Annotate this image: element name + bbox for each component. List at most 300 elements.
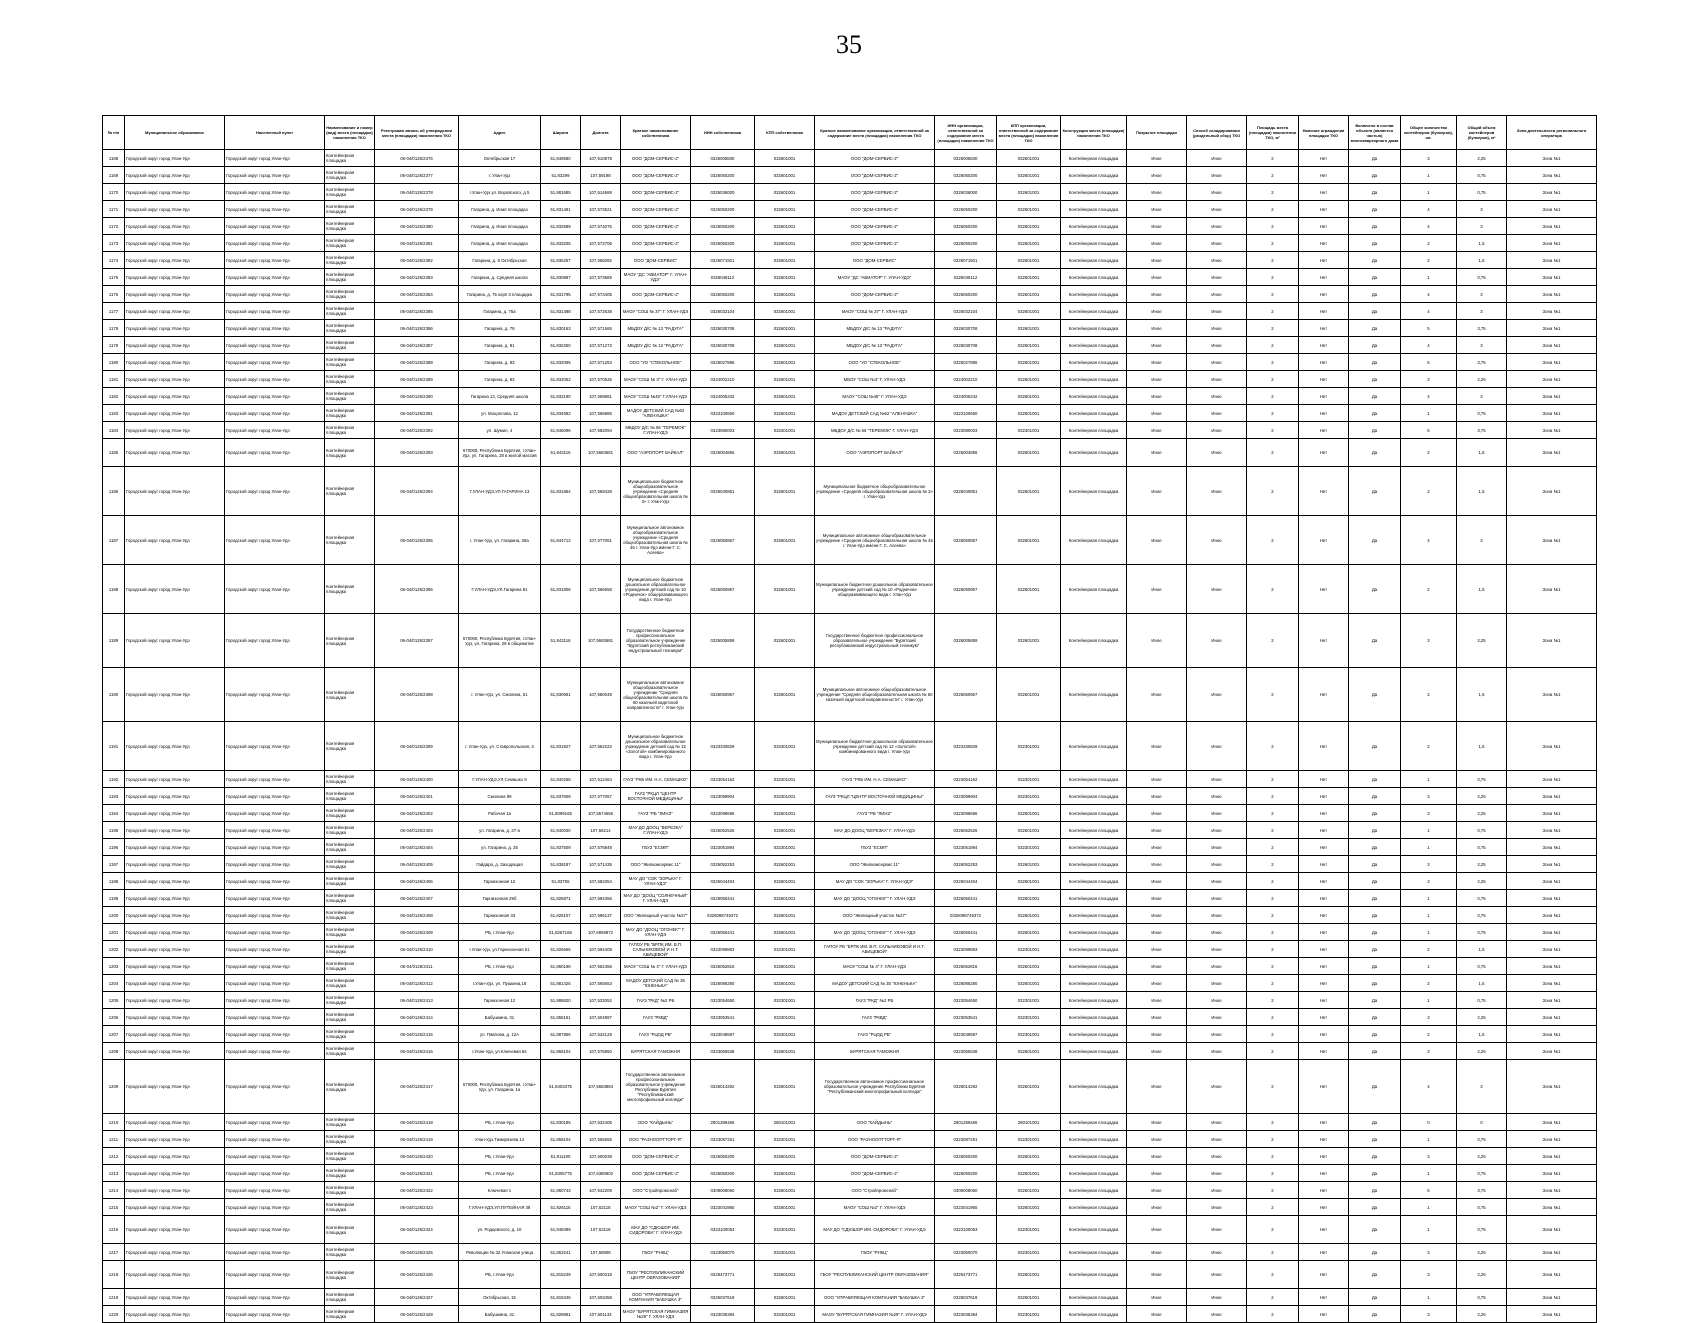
table-cell: 032601001	[755, 286, 815, 303]
table-cell: Иное	[1127, 422, 1187, 439]
table-cell: РБ, г.Улан-Удэ	[459, 1114, 541, 1131]
table-cell: 107,603458	[581, 1289, 621, 1306]
table-cell: 032601001	[755, 467, 815, 516]
table-cell: 107,694409	[581, 941, 621, 958]
table-cell: Контейнерная площадка	[1061, 388, 1127, 405]
table-cell: Муниципальное автономное общеобразовательное учреждение "Средняя общеобразовательная школа № 60 казачьей кадетской направленности" г. Улан-Удэ	[815, 668, 935, 722]
table-cell: Контейнерная площадка	[325, 890, 375, 907]
table-cell: 06-04/0126/2396	[375, 565, 459, 614]
table-cell: 1,5	[1457, 1026, 1507, 1043]
table-cell: ООО "АЭРОПОРТ БАЙКАЛ"	[815, 439, 935, 467]
table-cell: Гагарина, д. Иная площадка	[459, 218, 541, 235]
table-cell: Зона №1	[1507, 1148, 1597, 1165]
table-cell: 032601001	[755, 269, 815, 286]
table-cell: 107,632406	[581, 1114, 621, 1131]
table-cell: Гагарина, д. 83	[459, 371, 541, 388]
table-cell: Городской округ город Улан-Удэ	[125, 907, 225, 924]
table-cell: 1193	[103, 788, 125, 805]
table-cell: 032601001	[755, 439, 815, 467]
table-cell: 2	[1401, 975, 1457, 992]
table-cell: 51,815249	[541, 1261, 581, 1289]
table-cell: Городской округ город Улан-Удэ	[125, 167, 225, 184]
table-cell: 51,844712	[541, 516, 581, 565]
table-cell: Нет	[1299, 1199, 1349, 1216]
table-cell: ООО "Жилищный участок №27"	[815, 907, 935, 924]
table-cell: Гагарина, д. 8 Октябрьская	[459, 252, 541, 269]
table-cell: 4	[1401, 1060, 1457, 1114]
table-cell: 2,25	[1457, 1009, 1507, 1026]
table-cell: Городской округ город Улан-Удэ	[225, 320, 325, 337]
table-cell: 107,612464	[581, 771, 621, 788]
table-cell: ГБОУ "РНКЦ"	[815, 1244, 935, 1261]
table-cell: Зона №1	[1507, 1009, 1597, 1026]
table-cell: МАОУ "ДС "АВИАТОР" Г. УЛАН-УДЭ"	[815, 269, 935, 286]
table-cell: 032601001	[755, 150, 815, 167]
table-cell: 1194	[103, 805, 125, 822]
table-cell: 2	[1247, 286, 1299, 303]
table-cell: МАОУ "БУРЯТСКАЯ ГИМНАЗИЯ №29" Г. УЛАН-УДЭ	[815, 1306, 935, 1323]
table-cell: 032601001	[997, 218, 1061, 235]
table-cell: Городской округ город Улан-Удэ	[125, 1026, 225, 1043]
table-cell: Контейнерная площадка	[1061, 1148, 1127, 1165]
table-cell: Да	[1349, 839, 1401, 856]
table-cell: Нет	[1299, 303, 1349, 320]
table-cell: 1211	[103, 1131, 125, 1148]
table-cell: Контейнерная площадка	[325, 1306, 375, 1323]
table-cell: Зона №1	[1507, 1182, 1597, 1199]
table-row	[103, 975, 1597, 992]
table-row	[103, 269, 1597, 286]
table-cell: Иное	[1187, 371, 1247, 388]
table-cell: Городской округ город Улан-Удэ	[225, 1060, 325, 1114]
table-cell: Нет	[1299, 1261, 1349, 1289]
table-cell: Иное	[1127, 1261, 1187, 1289]
table-cell: 1	[1401, 958, 1457, 975]
table-cell: МАУ ДО "ДООЦ "СОЛНЕЧНЫЙ" Г. УЛАН-УДЭ	[621, 890, 691, 907]
table-cell: Иное	[1187, 235, 1247, 252]
table-cell: 107,566658	[581, 565, 621, 614]
table-cell: Зона №1	[1507, 516, 1597, 565]
table-cell: 06-04/0126/2420	[375, 1148, 459, 1165]
table-cell: Городской округ город Улан-Удэ	[225, 1148, 325, 1165]
table-cell: Иное	[1127, 303, 1187, 320]
table-cell: Да	[1349, 167, 1401, 184]
table-cell: 51,853241	[541, 1244, 581, 1261]
table-cell: 2	[1247, 1182, 1299, 1199]
table-cell: Иное	[1127, 388, 1187, 405]
table-cell: Городской округ город Улан-Удэ	[125, 975, 225, 992]
table-cell: 107,683354	[581, 873, 621, 890]
table-cell: 1175	[103, 269, 125, 286]
table-cell: 107,565655	[581, 1131, 621, 1148]
table-cell: 0326052253	[935, 856, 997, 873]
table-cell: 2	[1247, 1060, 1299, 1114]
table-cell: 51,826665	[541, 941, 581, 958]
table-cell: 670000, Республика Бурятия, г.Улан-Удэ, ул. Гагарина, 28 в общежитие	[459, 614, 541, 668]
table-cell: 2,25	[1457, 1306, 1507, 1323]
table-cell: Гагарина, д. 75 корп 3 площадка	[459, 286, 541, 303]
table-cell: 032601001	[997, 565, 1061, 614]
table-cell: Да	[1349, 269, 1401, 286]
table-cell: Нет	[1299, 269, 1349, 286]
table-cell: 032301001	[997, 941, 1061, 958]
table-cell: Иное	[1187, 150, 1247, 167]
table-cell: 107,533052	[581, 992, 621, 1009]
table-cell: 107,565092	[581, 252, 621, 269]
table-cell: 1,5	[1457, 252, 1507, 269]
table-cell: 06-04/0126/2423	[375, 1199, 459, 1216]
table-cell: ООО "УПРАВЛЯЮЩАЯ КОМПАНИЯ "БАБУШКА 3"	[815, 1289, 935, 1306]
table-cell: 2	[1247, 1306, 1299, 1323]
table-cell: 51,831488	[541, 303, 581, 320]
table-cell: ГБОУ "РЕСПУБЛИКАНСКИЙ ЦЕНТР ОБРАЗОВАНИЯ"	[621, 1261, 691, 1289]
table-cell: 0,75	[1457, 405, 1507, 422]
table-cell: 0326005859	[935, 614, 997, 668]
table-cell: 1176	[103, 286, 125, 303]
table-cell: Контейнерная площадка	[325, 941, 375, 958]
table-cell: Зона №1	[1507, 668, 1597, 722]
table-cell: 3	[1457, 218, 1507, 235]
table-cell: Иное	[1187, 890, 1247, 907]
table-cell: МАДОУ ДЕТСКИЙ САД № 35 "ЮНЕНЬКА"	[621, 975, 691, 992]
table-cell: Городской округ город Улан-Удэ	[225, 184, 325, 201]
table-cell: 032601001	[997, 1148, 1061, 1165]
table-cell: Контейнерная площадка	[325, 235, 375, 252]
table-cell: 0309008060	[691, 1182, 755, 1199]
table-cell: 032601001	[755, 516, 815, 565]
table-cell: 06-04/0126/2388	[375, 354, 459, 371]
table-cell: 032601001	[755, 201, 815, 218]
table-cell: МАДОУ ДЕТСКИЙ САД №62 "АЛЕНУШКА"	[621, 405, 691, 422]
table-cell: Городской округ город Улан-Удэ	[225, 788, 325, 805]
table-cell: Зона №1	[1507, 924, 1597, 941]
table-cell: Городской округ город Улан-Удэ	[125, 1199, 225, 1216]
table-cell: 0323080003	[691, 422, 755, 439]
table-cell: Иное	[1187, 614, 1247, 668]
table-cell: Иное	[1127, 337, 1187, 354]
table-cell: Иное	[1187, 303, 1247, 320]
table-cell: Городской округ город Улан-Удэ	[225, 614, 325, 668]
table-cell: МАОУ "СОШ №2" Г. УЛАН-УДЭ	[621, 1199, 691, 1216]
table-cell: ГАПОУ РБ "БРПК ИМ. В.П. САЛЬНИКОВОЙ И Н.Т. АБИЦЕВОЙ"	[815, 941, 935, 958]
table-cell: 1217	[103, 1244, 125, 1261]
table-cell: 1200	[103, 907, 125, 924]
table-cell: 032601001	[755, 924, 815, 941]
table-cell: 0326050200	[691, 235, 755, 252]
table-cell: 1180	[103, 354, 125, 371]
table-cell: 107,577051	[581, 516, 621, 565]
table-cell: 3,75	[1457, 354, 1507, 371]
table-cell: 032301001	[997, 1306, 1061, 1323]
table-cell: 4	[1401, 388, 1457, 405]
table-cell: 032601001	[997, 856, 1061, 873]
table-cell: Контейнерная площадка	[325, 354, 375, 371]
table-row	[103, 1131, 1597, 1148]
table-cell: 06-04/0126/2383	[375, 269, 459, 286]
table-cell: 0323060070	[935, 1244, 997, 1261]
table-cell: 06-04/0126/2380	[375, 218, 459, 235]
table-cell: Контейнерная площадка	[325, 388, 375, 405]
table-cell: Контейнерная площадка	[1061, 822, 1127, 839]
table-cell: ООО "РАЗНООПТТОРГ-Я"	[621, 1131, 691, 1148]
table-cell: Гагарина 13, Средняя школа	[459, 388, 541, 405]
table-cell: ООО "КАЙДЫНЬ"	[815, 1114, 935, 1131]
table-cell: МАУ ДО "ДООЦ "ОГОНЕК"" Г. УЛАН-УДЭ	[621, 924, 691, 941]
table-cell: 0326036000	[691, 184, 755, 201]
table-cell: ГАУЗ "РКВД"	[621, 1009, 691, 1026]
table-cell: Нет	[1299, 1182, 1349, 1199]
table-cell: Зона №1	[1507, 201, 1597, 218]
table-cell: МАУ ДО "СОК "ЗОРЬКА" Г. УЛАН-УДЭ"	[815, 873, 935, 890]
table-cell: 032301001	[755, 771, 815, 788]
table-cell: 2,25	[1457, 614, 1507, 668]
table-cell: 51,850743	[541, 1182, 581, 1199]
table-cell: 4	[1401, 516, 1457, 565]
table-cell: 032301001	[755, 992, 815, 1009]
table-cell: БУРЯТСКАЯ ТАМОЖНЯ	[621, 1043, 691, 1060]
table-cell: Иное	[1127, 405, 1187, 422]
table-cell: Зона №1	[1507, 992, 1597, 1009]
table-cell: Иное	[1187, 1148, 1247, 1165]
table-cell: Городской округ город Улан-Удэ	[125, 614, 225, 668]
table-cell: Контейнерная площадка	[1061, 1216, 1127, 1244]
table-cell: ООО "АЭРОПОРТ БАЙКАЛ"	[621, 439, 691, 467]
table-cell: Городской округ город Улан-Удэ	[125, 1216, 225, 1244]
table-cell: 107,694356	[581, 890, 621, 907]
table-cell: Городской округ город Улан-Удэ	[225, 668, 325, 722]
table-cell: ООО "ДОМ-СЕРВИС-2"	[815, 218, 935, 235]
table-cell: Городской округ город Улан-Удэ	[225, 167, 325, 184]
table-cell: 0326050200	[691, 1148, 755, 1165]
table-cell: 3	[1401, 1148, 1457, 1165]
table-cell: Контейнерная площадка	[325, 1165, 375, 1182]
table-cell: 2,25	[1457, 856, 1507, 873]
table-cell: 107,600318	[581, 1261, 621, 1289]
table-cell: 032301001	[997, 1131, 1061, 1148]
table-cell: 0326050441	[691, 890, 755, 907]
table-cell: 0323065538	[691, 1043, 755, 1060]
table-cell: 032601001	[755, 907, 815, 924]
table-cell: 51,843116	[541, 439, 581, 467]
table-cell: 0326050200	[935, 235, 997, 252]
table-cell: Зона №1	[1507, 856, 1597, 873]
column-header: Площадь места (площадки) накопления ТКО, м²	[1247, 116, 1299, 150]
table-cell: 0,75	[1457, 992, 1507, 1009]
table-cell: ГАУЗ "РЦОД РБ"	[621, 1026, 691, 1043]
table-cell: Нет	[1299, 924, 1349, 941]
table-cell: Зона №1	[1507, 388, 1597, 405]
table-cell: Государственное бюджетное профессиональное образовательное учреждение "Бурятский республиканский индустриальный техникум"	[815, 614, 935, 668]
table-cell: 1	[1401, 822, 1457, 839]
table-cell: 2,25	[1457, 1244, 1507, 1261]
table-cell: Иное	[1127, 822, 1187, 839]
table-row	[103, 1165, 1597, 1182]
table-cell: 2	[1247, 924, 1299, 941]
table-cell: 1182	[103, 388, 125, 405]
table-cell: РБ, г.Улан-Удэ	[459, 1261, 541, 1289]
table-cell: Иное	[1127, 286, 1187, 303]
table-cell: Контейнерная площадка	[325, 1182, 375, 1199]
column-header: Общее количество контейнеров (бункеров), шт.	[1401, 116, 1457, 150]
table-cell: 0324002210	[691, 371, 755, 388]
table-cell: 1198	[103, 873, 125, 890]
table-cell: Городской округ город Улан-Удэ	[125, 235, 225, 252]
table-cell: Контейнерная площадка	[325, 992, 375, 1009]
table-cell: 0323035384	[691, 1306, 755, 1323]
table-cell: 1196	[103, 839, 125, 856]
table-cell: 0326014292	[935, 1060, 997, 1114]
table-cell: 06-04/0126/2386	[375, 320, 459, 337]
table-cell: Нет	[1299, 405, 1349, 422]
table-cell: Зона №1	[1507, 405, 1597, 422]
table-cell: Иное	[1187, 1199, 1247, 1216]
table-row	[103, 303, 1597, 320]
table-cell: 2	[1401, 722, 1457, 771]
table-cell: г. Улан-Удэ	[459, 167, 541, 184]
table-cell: ООО "ДОМ-СЕРВИС-2"	[621, 218, 691, 235]
table-cell: Городской округ город Улан-Удэ	[225, 1306, 325, 1323]
table-row	[103, 1009, 1597, 1026]
table-cell: Зона №1	[1507, 941, 1597, 958]
table-cell: Нет	[1299, 354, 1349, 371]
table-cell: 1216	[103, 1216, 125, 1244]
page-number: 35	[836, 30, 862, 59]
table-cell: Контейнерная площадка	[1061, 788, 1127, 805]
table-cell: г.Улан-Удэ, ул.Ключевая 84	[459, 1043, 541, 1060]
table-cell: Иное	[1187, 941, 1247, 958]
table-cell: Городской округ город Улан-Удэ	[225, 924, 325, 941]
table-cell: Городской округ город Улан-Удэ	[225, 1026, 325, 1043]
table-cell: 0326037619	[691, 1289, 755, 1306]
table-cell: 032601001	[755, 614, 815, 668]
table-cell: Контейнерная площадка	[1061, 1244, 1127, 1261]
table-row	[103, 1199, 1597, 1216]
table-cell: 107,575850	[581, 1043, 621, 1060]
table-cell: 3	[1401, 805, 1457, 822]
table-cell: Зона №1	[1507, 771, 1597, 788]
table-cell: 51,8403375	[541, 1060, 581, 1114]
table-cell: 1210	[103, 1114, 125, 1131]
table-cell: ООО "ДОМ-СЕРВИС-2"	[815, 167, 935, 184]
table-cell: Контейнерная площадка	[1061, 218, 1127, 235]
table-cell: Городской округ город Улан-Удэ	[125, 924, 225, 941]
table-cell: 0326050857	[935, 516, 997, 565]
table-cell: 51,832250	[541, 337, 581, 354]
table-cell: Зона №1	[1507, 722, 1597, 771]
table-cell: Городской округ город Улан-Удэ	[125, 856, 225, 873]
table-cell: 032601001	[755, 388, 815, 405]
table-cell: 3	[1457, 201, 1507, 218]
table-cell: 1172	[103, 218, 125, 235]
table-row	[103, 1114, 1597, 1131]
table-cell: Городской округ город Улан-Удэ	[125, 252, 225, 269]
table-row	[103, 992, 1597, 1009]
table-cell: 51,830185	[541, 1114, 581, 1131]
table-cell: Контейнерная площадка	[1061, 354, 1127, 371]
column-header: Включено в состав объекта (является частью) многоквартирного дома	[1349, 116, 1401, 150]
table-cell: 0326050957	[691, 565, 755, 614]
table-cell: Гарнизонная 12	[459, 992, 541, 1009]
table-cell: 3,75	[1457, 1182, 1507, 1199]
table-cell: 107,62118	[581, 1199, 621, 1216]
table-cell: Контейнерная площадка	[1061, 320, 1127, 337]
table-cell: 1199	[103, 890, 125, 907]
table-cell: 1178	[103, 320, 125, 337]
table-cell: Да	[1349, 822, 1401, 839]
table-cell: 51,831854	[541, 467, 581, 516]
column-header: Краткое наименование собственника	[621, 116, 691, 150]
table-cell: 032301001	[997, 422, 1061, 439]
table-cell: 51,840000	[541, 822, 581, 839]
table-cell: Нет	[1299, 201, 1349, 218]
table-cell: 06-04/0126/2392	[375, 422, 459, 439]
table-cell: Зона №1	[1507, 1043, 1597, 1060]
table-cell: 1	[1401, 1165, 1457, 1182]
table-cell: 06-04/0126/2411	[375, 958, 459, 975]
table-cell: Иное	[1127, 269, 1187, 286]
table-cell: 032601001	[997, 303, 1061, 320]
table-cell: 032301001	[997, 788, 1061, 805]
table-cell: ГАУЗ "РКЦЛ "ЦЕНТР ВОСТОЧНОЙ МЕДИЦИНЫ"	[815, 788, 935, 805]
table-cell: 06-04/0126/2397	[375, 614, 459, 668]
table-cell: ул. Павлова, д. 12А	[459, 1026, 541, 1043]
table-cell: 0323100053	[935, 1216, 997, 1244]
table-row	[103, 467, 1597, 516]
table-cell: Контейнерная площадка	[325, 924, 375, 941]
table-cell: 1,5	[1457, 439, 1507, 467]
table-cell: 1219	[103, 1289, 125, 1306]
table-cell: Зона №1	[1507, 218, 1597, 235]
table-cell: 0323065538	[935, 1043, 997, 1060]
table-cell: ООО "Жилкомсервис 11"	[621, 856, 691, 873]
table-cell: Контейнерная площадка	[1061, 907, 1127, 924]
table-cell: 2	[1247, 1261, 1299, 1289]
table-cell: Муниципальное бюджетное дошкольное образовательное учреждение детский сад № 10 «Родничок» общеразвивающего вида г. Улан-Удэ	[815, 565, 935, 614]
table-cell: 032601001	[755, 184, 815, 201]
table-cell: Зона №1	[1507, 907, 1597, 924]
column-header: Наименование и номер (вид) места (площадки) накопления ТКО	[325, 116, 375, 150]
table-cell: Гарнизонная 12	[459, 873, 541, 890]
table-cell: Гагарина, д. 75а	[459, 303, 541, 320]
table-cell: 51,831491	[541, 201, 581, 218]
table-cell: Контейнерная площадка	[325, 1148, 375, 1165]
table-cell: Иное	[1127, 1043, 1187, 1060]
table-cell: Муниципальное автономное общеобразовательное учреждение "Средняя общеобразовательная школа № 60 казачьей кадетской направленности" г. Улан-Удэ	[621, 668, 691, 722]
table-cell: 3	[1401, 1306, 1457, 1323]
table-cell: Иное	[1127, 201, 1187, 218]
table-cell: МБДОУ Д/С № 56 "ТЕРЕМОК" Г.УЛАН-УДЭ	[621, 422, 691, 439]
table-cell: 1,5	[1457, 941, 1507, 958]
table-row	[103, 354, 1597, 371]
table-cell: 107,6959872	[581, 924, 621, 941]
table-cell: 032301001	[997, 722, 1061, 771]
table-cell: 0326086280	[691, 975, 755, 992]
table-cell: Нет	[1299, 822, 1349, 839]
table-cell: Городской округ город Улан-Удэ	[225, 1114, 325, 1131]
table-cell: МАОУ "СОШ № 37" Г. УЛАН-УДЭ	[815, 303, 935, 320]
table-cell: 0323054162	[935, 771, 997, 788]
table-cell: Нет	[1299, 771, 1349, 788]
table-cell: 032601001	[997, 388, 1061, 405]
table-cell: Нет	[1299, 856, 1349, 873]
table-cell: ООО "Стройпромснаб"	[621, 1182, 691, 1199]
table-cell: 032601001	[755, 822, 815, 839]
table-cell: 2	[1247, 516, 1299, 565]
table-cell: МАДОУ ДЕТСКИЙ САД №62 "АЛЕНУШКА"	[815, 405, 935, 422]
table-cell: Зона №1	[1507, 439, 1597, 467]
table-cell: 032301001	[997, 1009, 1061, 1026]
table-cell: 1195	[103, 822, 125, 839]
